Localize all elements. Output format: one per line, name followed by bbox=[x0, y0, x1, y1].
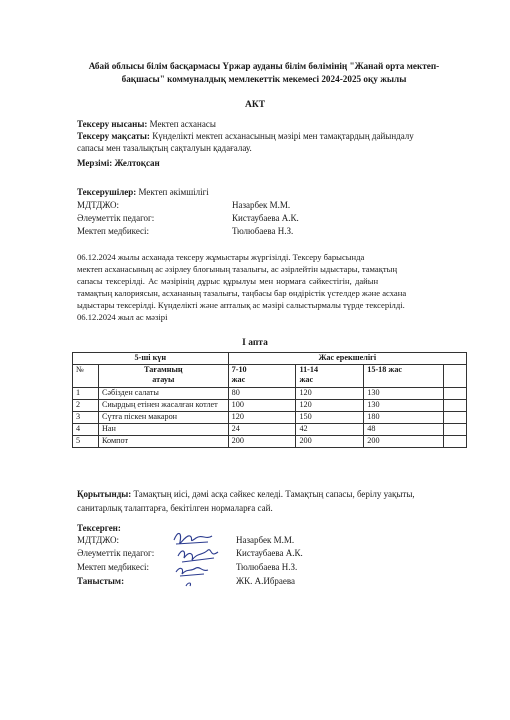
row-dish: Сәбізден салаты bbox=[98, 388, 228, 400]
col-num-header: № bbox=[73, 365, 99, 388]
row-age2: 120 bbox=[296, 400, 364, 412]
header-line: бақшасы" коммуналдық мемлекеттік мекемесі 2024-2025 оқу жылы bbox=[121, 74, 407, 84]
inspector-name: Тюлюбаева Н.З. bbox=[232, 226, 294, 236]
inspector-role: МДТДЖО: bbox=[77, 200, 120, 210]
inspectors-heading bbox=[77, 186, 209, 198]
inspection-period: Мерзімі: Желтоқсан bbox=[77, 158, 160, 168]
col-dish-line: атауы bbox=[152, 374, 175, 384]
row-age2: 150 bbox=[296, 412, 364, 424]
checker-name: Назарбек М.М. bbox=[236, 535, 295, 545]
table-row bbox=[73, 388, 467, 400]
inspector-role: Мектеп медбикесі: bbox=[77, 226, 150, 236]
object-value: Мектеп асханасы bbox=[149, 119, 216, 129]
empty-cell bbox=[444, 424, 467, 436]
conclusion-text: Тамақтың иісі, дәмі асқа сәйкес келеді. Тамақтың сапасы, берілу уақыты, bbox=[131, 489, 415, 499]
body-line: сапасы тексерілді. Ас мәзірінің дұрыс құрылуы мен нормаға сәйкестігін, дайын bbox=[77, 276, 379, 286]
header-line: Абай облысы білім басқармасы Үржар ауданы білім бөлімінің "Жанай орта мектеп- bbox=[88, 61, 440, 71]
col-age2-header bbox=[296, 365, 364, 388]
menu-table bbox=[72, 352, 467, 448]
col-age3-header: 15-18 жас bbox=[364, 365, 444, 388]
object-label: Тексеру нысаны: bbox=[77, 119, 148, 129]
col-age1-line: 7-10 bbox=[231, 365, 247, 374]
row-age2: 200 bbox=[296, 436, 364, 448]
body-line: мектеп асханасының ас әзірлеу блогының тазалығы, ас әзірлейтін ыдыстары, тамақтың bbox=[77, 264, 398, 274]
row-dish: Сүтға піскен макарон bbox=[98, 412, 228, 424]
table-subheader-row bbox=[73, 365, 467, 388]
checked-label: Тексерген: bbox=[77, 523, 121, 533]
row-num: 4 bbox=[73, 424, 99, 436]
empty-cell bbox=[444, 388, 467, 400]
table-row bbox=[73, 412, 467, 424]
row-age1: 100 bbox=[228, 400, 296, 412]
document-title: АКТ bbox=[244, 100, 266, 110]
row-dish: Компот bbox=[98, 436, 228, 448]
body-line: 06.12.2024 жылы асханада тексеру жұмыстары жүргізілді. Тексеру барысында bbox=[77, 252, 365, 262]
row-age3: 200 bbox=[364, 436, 444, 448]
ack-name: ЖК. А.Ибраева bbox=[236, 576, 296, 586]
row-age3: 130 bbox=[364, 400, 444, 412]
row-age1: 24 bbox=[228, 424, 296, 436]
row-num: 3 bbox=[73, 412, 99, 424]
empty-cell bbox=[444, 400, 467, 412]
table-row bbox=[73, 424, 467, 436]
col-dish-header bbox=[98, 365, 228, 388]
checker-role: Әлеуметтік педагог: bbox=[77, 548, 155, 558]
row-dish: Нан bbox=[98, 424, 228, 436]
body-line: 06.12.2024 жыл ас мәзірі bbox=[77, 312, 168, 322]
col-age2-line: 11-14 bbox=[299, 365, 319, 374]
inspector-name: Назарбек М.М. bbox=[232, 200, 291, 210]
day-header: 5-ші күн bbox=[73, 353, 229, 365]
age-header: Жас ерекшелігі bbox=[228, 353, 466, 365]
row-age1: 200 bbox=[228, 436, 296, 448]
row-num: 1 bbox=[73, 388, 99, 400]
conclusion-text-cont: санитарлық талаптарға, бекітілген нормаларға сай. bbox=[77, 503, 273, 513]
inspector-role: Әлеуметтік педагог: bbox=[77, 213, 155, 223]
row-age2: 120 bbox=[296, 388, 364, 400]
empty-cell bbox=[444, 412, 467, 424]
row-age1: 120 bbox=[228, 412, 296, 424]
row-age3: 130 bbox=[364, 388, 444, 400]
purpose-label: Тексеру мақсаты: bbox=[77, 131, 150, 141]
table-row bbox=[73, 400, 467, 412]
row-age1: 80 bbox=[228, 388, 296, 400]
checker-name: Кистаубаева А.К. bbox=[236, 548, 303, 558]
col-age2-line: жас bbox=[299, 374, 314, 384]
row-num: 2 bbox=[73, 400, 99, 412]
signatures-image bbox=[168, 528, 228, 590]
empty-cell bbox=[444, 436, 467, 448]
conclusion bbox=[77, 488, 415, 500]
purpose-value-cont: сапасы мен тазалықтың сақталуын қадағалау. bbox=[77, 143, 252, 153]
table-row bbox=[73, 436, 467, 448]
inspectors-value: Мектеп әкімшілігі bbox=[138, 187, 209, 197]
empty-cell bbox=[444, 365, 467, 388]
inspection-object bbox=[77, 118, 216, 130]
body-line: тамақтың калориясын, асхананың тазалығы, таңбасы бар өндірістік үстелдер және асхана bbox=[77, 288, 407, 298]
ack-label: Таныстым: bbox=[77, 576, 125, 586]
checker-role: Мектеп медбикесі: bbox=[77, 562, 150, 572]
col-age1-line: жас bbox=[231, 374, 246, 384]
row-num: 5 bbox=[73, 436, 99, 448]
checker-role: МДТДЖО: bbox=[77, 535, 120, 545]
conclusion-label: Қорытынды: bbox=[77, 489, 132, 499]
table-header-row bbox=[73, 353, 467, 365]
body-line: ыдыстары тексерілді. Күнделікті және апталық ас мәзірі салыстырмалы түрде тексерілді. bbox=[77, 300, 405, 310]
document-header bbox=[62, 60, 466, 86]
row-age3: 180 bbox=[364, 412, 444, 424]
row-age2: 42 bbox=[296, 424, 364, 436]
row-dish: Сиырдың етінен жасалған котлет bbox=[98, 400, 228, 412]
row-age3: 48 bbox=[364, 424, 444, 436]
purpose-value: Күнделікті мектеп асханасының мәзірі мен тамақтардың дайындалу bbox=[152, 131, 414, 141]
inspection-purpose bbox=[77, 130, 414, 142]
inspector-name: Кистаубаева А.К. bbox=[232, 213, 299, 223]
week-title: І апта bbox=[242, 338, 268, 348]
col-dish-line: Тағамның bbox=[144, 365, 183, 374]
checker-name: Тюлюбаева Н.З. bbox=[236, 562, 298, 572]
inspectors-label: Тексерушілер: bbox=[77, 187, 137, 197]
col-age1-header bbox=[228, 365, 296, 388]
